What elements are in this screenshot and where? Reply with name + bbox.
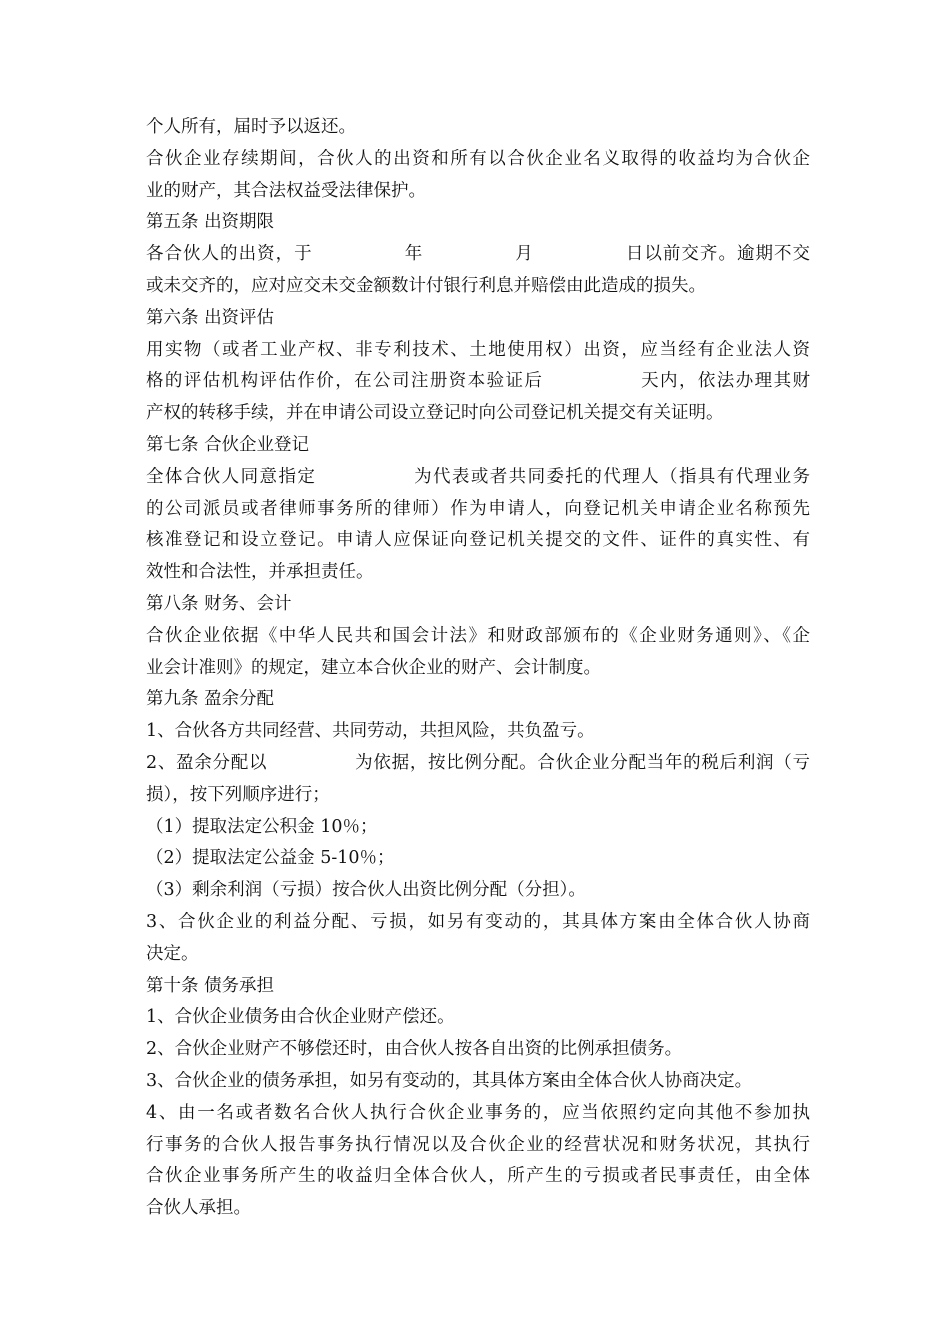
paragraph-line: 各合伙人的出资，于 年 月 日以前交齐。逾期不交 [146,244,810,265]
article-heading: 第十条 债务承担 [146,975,275,996]
paragraph-line: 1、合伙企业债务由合伙企业财产偿还。 [146,1007,455,1028]
article-heading: 第九条 盈余分配 [146,689,275,710]
paragraph-line: 行事务的合伙人报告事务执行情况以及合伙企业的经营状况和财务状况，其执行 [146,1134,810,1155]
paragraph-line: 决定。 [146,943,199,964]
paragraph-line: （2）提取法定公益金 5-10％； [146,848,395,869]
paragraph-line: 2、盈余分配以 为依据，按比例分配。合伙企业分配当年的税后利润（亏 [146,752,810,773]
paragraph-line: 损），按下列顺序进行； [146,784,330,805]
paragraph-line: 合伙企业存续期间，合伙人的出资和所有以合伙企业名义取得的收益均为合伙企 [146,148,810,169]
paragraph-line: 的公司派员或者律师事务所的律师）作为申请人，向登记机关申请企业名称预先 [146,498,810,519]
paragraph-line: 核准登记和设立登记。申请人应保证向登记机关提交的文件、证件的真实性、有 [146,530,810,551]
paragraph-line: 格的评估机构评估作价，在公司注册资本验证后 天内，依法办理其财 [146,371,810,392]
document-body [146,112,810,1225]
paragraph-line: 业的财产，其合法权益受法律保护。 [146,180,426,201]
article-heading: 第五条 出资期限 [146,212,275,233]
article-heading: 第八条 财务、会计 [146,593,292,614]
paragraph-line: （1）提取法定公积金 10％； [146,816,378,837]
paragraph-line: 3、合伙企业的债务承担，如另有变动的，其具体方案由全体合伙人协商决定。 [146,1070,753,1091]
paragraph-line: （3）剩余利润（亏损）按合伙人出资比例分配（分担）。 [146,880,586,901]
paragraph-line: 业会计准则》的规定，建立本合伙企业的财产、会计制度。 [146,657,601,678]
paragraph-line: 1、合伙各方共同经营、共同劳动，共担风险，共负盈亏。 [146,721,595,742]
paragraph-line: 2、合伙企业财产不够偿还时，由合伙人按各自出资的比例承担债务。 [146,1039,683,1060]
paragraph-line: 个人所有，届时予以返还。 [146,117,356,137]
paragraph-line: 合伙企业事务所产生的收益归全体合伙人，所产生的亏损或者民事责任，由全体 [146,1166,810,1187]
paragraph-line: 用实物（或者工业产权、非专利技术、土地使用权）出资，应当经有企业法人资 [146,339,810,360]
paragraph-line: 4、由一名或者数名合伙人执行合伙企业事务的，应当依照约定向其他不参加执 [146,1102,810,1123]
paragraph-line: 效性和合法性，并承担责任。 [146,562,374,583]
paragraph-line: 3、合伙企业的利益分配、亏损，如另有变动的，其具体方案由全体合伙人协商 [146,911,810,932]
paragraph-line: 合伙企业依据《中华人民共和国会计法》和财政部颁布的《企业财务通则》、《企 [146,625,810,646]
article-heading: 第七条 合伙企业登记 [146,434,310,455]
paragraph-line: 合伙人承担。 [146,1198,251,1219]
paragraph-line: 产权的转移手续，并在申请公司设立登记时向公司登记机关提交有关证明。 [146,403,724,424]
article-heading: 第六条 出资评估 [146,307,275,328]
paragraph-line: 或未交齐的，应对应交未交金额数计付银行利息并赔偿由此造成的损失。 [146,275,706,296]
paragraph-line: 全体合伙人同意指定 为代表或者共同委托的代理人（指具有代理业务 [146,466,810,487]
